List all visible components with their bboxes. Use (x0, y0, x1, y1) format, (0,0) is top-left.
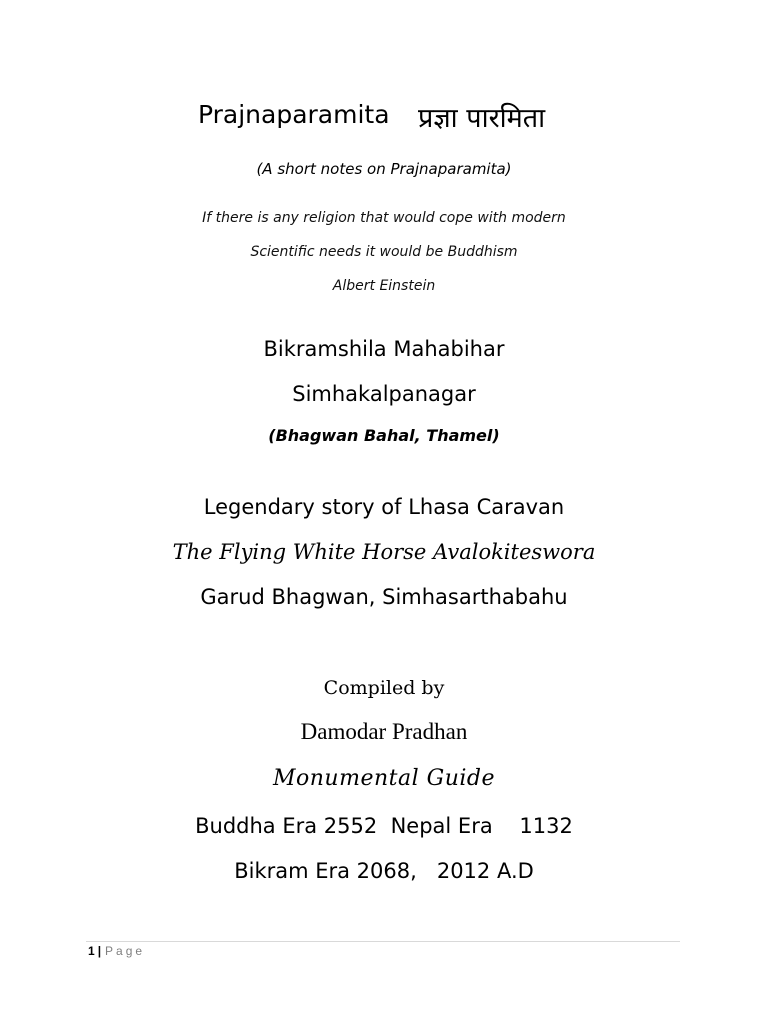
footer-separator: | (97, 944, 102, 958)
author-name: Damodar Pradhan (300, 719, 468, 744)
subtitle: (A short notes on Prajnaparamita) (256, 160, 512, 178)
place-city: Simhakalpanagar (292, 382, 476, 406)
compiled-by-label: Compiled by (323, 677, 445, 699)
story-subtitle: The Flying White Horse Avalokiteswora (172, 540, 596, 564)
page-label: Page (105, 944, 146, 958)
era-line-2-text: Bikram Era 2068, 2012 A.D (234, 859, 534, 883)
story-figures: Garud Bhagwan, Simhasarthabahu (200, 585, 568, 609)
era-line-1 (0, 814, 768, 838)
era-line-2 (0, 859, 768, 883)
title-devanagari: प्रज्ञा पारमिता (418, 103, 546, 134)
page-number: 1 (88, 944, 95, 958)
place-name: Bikramshila Mahabihar (263, 337, 505, 361)
title-latin: Prajnaparamita (198, 100, 390, 129)
story-title: Legendary story of Lhasa Caravan (203, 495, 565, 519)
quote-author: Albert Einstein (332, 278, 436, 294)
place-location: (Bhagwan Bahal, Thamel) (268, 426, 500, 445)
quote-line-1: If there is any religion that would cope with modern (202, 210, 566, 226)
footer-divider (86, 941, 680, 942)
page-footer (88, 944, 145, 958)
quote-line-2: Scientific needs it would be Buddhism (250, 244, 518, 260)
author-role: Monumental Guide (272, 766, 496, 791)
era-line-1-text: Buddha Era 2552 Nepal Era 1132 (195, 814, 573, 838)
title-row (0, 100, 768, 136)
